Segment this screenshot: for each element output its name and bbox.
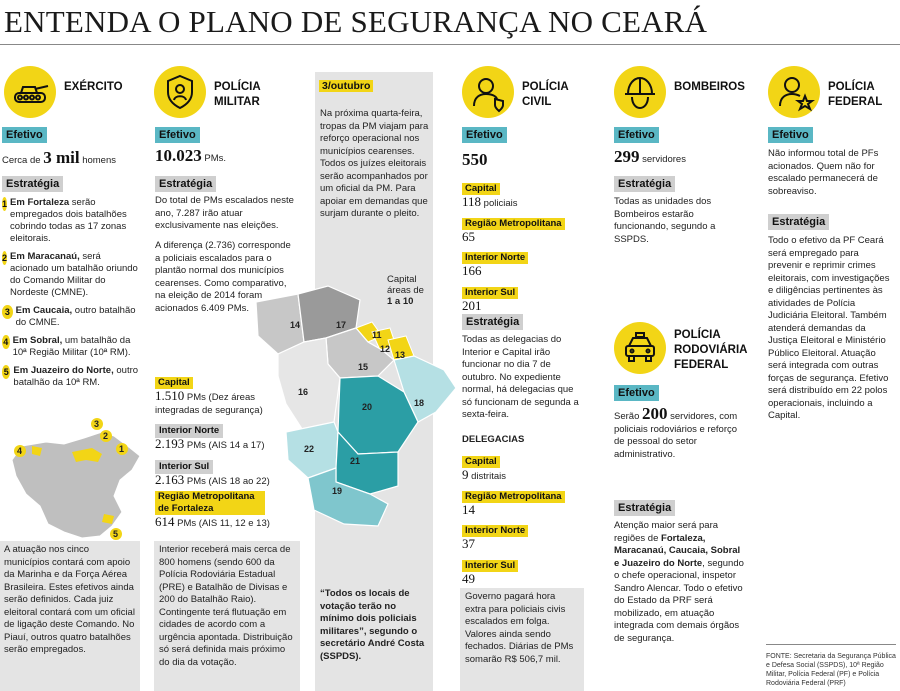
firefighter-helmet-icon bbox=[614, 66, 666, 118]
pm-title: POLÍCIA MILITAR bbox=[214, 81, 261, 108]
bombeiros-title: BOMBEIROS bbox=[674, 81, 745, 93]
map-label: 1 bbox=[119, 444, 125, 454]
exercito-efetivo-tag: Efetivo bbox=[2, 127, 47, 143]
pf-estrategia: Todo o efetivo da PF Ceará será empregado para prevenir e reprimir crimes eleitorais, com investigações e diligências pertinentes às atividades de Polícia Judiciária Eleitoral. Também atenderá demandas da Justiça Eleitoral e Ministério Público Eleitoral. Atuação será integrada com outras forças de segurança. Efetivo será distribuído em 22 polos operacionais, incluindo a Capital. bbox=[768, 235, 890, 421]
bombeiros-estrategia-tag: Estratégia bbox=[614, 176, 675, 192]
pc-estrategia: Todas as delegacias do Interior e Capital irão funcionar no dia 7 de outubro. No expediente normal, há delegacias que só funcionam de segunda a sexta-feira. bbox=[462, 334, 579, 420]
exercito-estrategia-tag: Estratégia bbox=[2, 176, 63, 192]
pm-efetivo-tag: Efetivo bbox=[155, 127, 200, 143]
area-label: 14 bbox=[290, 320, 301, 330]
table-row: Região Metropolitana 65 bbox=[462, 213, 582, 246]
area-label: 19 bbox=[332, 486, 343, 496]
pc-estrategia-tag: Estratégia bbox=[462, 314, 523, 330]
page-title: ENTENDA O PLANO DE SEGURANÇA NO CEARÁ bbox=[4, 4, 708, 39]
pf-efetivo-tag: Efetivo bbox=[768, 127, 813, 143]
area-label: 20 bbox=[362, 402, 373, 412]
pc-efetivo: 550 bbox=[462, 150, 488, 169]
table-row: Interior Sul 2.163 PMs (AIS 18 ao 22) bbox=[155, 460, 270, 487]
exercito-items bbox=[2, 197, 142, 395]
outubro-text: Na próxima quarta-feira, tropas da PM viajam para reforço operacional nos municípios cearenses. Todos os juízes eleitorais serão acompanhados por um oficial da PM. Para apoiar em demandas que surjam durante o pleito. bbox=[320, 108, 429, 219]
prf-estrategia-tag: Estratégia bbox=[614, 500, 675, 516]
police-car-icon bbox=[614, 322, 666, 374]
table-row: Interior Norte 166 bbox=[462, 247, 582, 280]
pc-note: Governo pagará hora extra para policiais civis escalados em folga. Valores ainda sendo fechados. Diárias de PMs somarão R$ 506,7 mil. bbox=[460, 588, 584, 691]
table-row: Interior Norte 37 bbox=[462, 520, 582, 553]
pc-delegacias bbox=[462, 451, 582, 587]
bombeiros-estrategia: Todas as unidades dos Bombeiros estarão funcionando, segundo a SSPDS. bbox=[614, 196, 716, 245]
pm-estrategia-tag: Estratégia bbox=[155, 176, 216, 192]
title-divider bbox=[0, 44, 900, 45]
prf-efetivo: Serão 200 servidores, com policiais rodoviários e reforço de pessoal do setor administrativo. bbox=[614, 404, 738, 460]
bombeiros-efetivo: 299 servidores bbox=[614, 147, 686, 166]
capital-areas-caption: Capital áreas de 1 a 10 bbox=[387, 274, 424, 307]
pm-efetivo: 10.023 PMs. bbox=[155, 146, 227, 165]
federal-police-star-icon bbox=[768, 66, 820, 118]
area-label: 11 bbox=[372, 330, 382, 340]
pc-rows bbox=[462, 178, 582, 314]
map-label: 3 bbox=[94, 419, 100, 429]
area-label: 17 bbox=[336, 320, 347, 330]
table-row: Capital 1.510 PMs (Dez áreas integradas de segurança) bbox=[155, 377, 263, 416]
pc-efetivo-tag: Efetivo bbox=[462, 127, 507, 143]
list-item: 1 Em Fortaleza serão empregados dois batalhões cobrindo todas as 17 zonas eleitorais. bbox=[2, 197, 127, 244]
table-row: Região Metropolitana de Fortaleza 614 PMs (AIS 11, 12 e 13) bbox=[155, 491, 270, 529]
map-label: 2 bbox=[103, 431, 109, 441]
area-label: 18 bbox=[414, 398, 425, 408]
source-divider bbox=[766, 644, 896, 645]
table-row: Interior Sul 201 bbox=[462, 282, 582, 315]
area-label: 21 bbox=[350, 456, 361, 466]
map-label: 5 bbox=[113, 529, 119, 539]
pf-efetivo: Não informou total de PFs acionados. Quem não for escalado permanecerá de sobreaviso. bbox=[768, 148, 879, 197]
civil-police-officer-icon bbox=[462, 66, 514, 118]
pm-note: Interior receberá mais cerca de 800 homens (sendo 600 da Polícia Rodoviária Estadual (PRE) e Batalhão de Divisas e 200 do Batalhão Raio). Contingente terá flutuação em cidades de acordo com a urgência apontada. Distribuição só será definida mais próximo do dia da votação. bbox=[154, 541, 300, 691]
area-label: 13 bbox=[395, 350, 406, 360]
pf-estrategia-tag: Estratégia bbox=[768, 214, 829, 230]
list-item: 4 Em Sobral, um batalhão da 10ª Região Militar (10ª RM). bbox=[3, 335, 131, 358]
area-label: 22 bbox=[304, 444, 315, 454]
pm-strategy-p1: Do total de PMs escalados neste ano, 7.287 irão atuar exclusivamente nas eleições. bbox=[155, 195, 294, 231]
table-row: Interior Norte 2.193 PMs (AIS 14 a 17) bbox=[155, 425, 265, 451]
exercito-map bbox=[2, 414, 144, 542]
area-label: 16 bbox=[298, 387, 309, 397]
outubro-tag: 3/outubro bbox=[319, 80, 373, 92]
pf-title: POLÍCIA FEDERAL bbox=[828, 81, 883, 108]
list-item: 2 Em Maracanaú, será acionado um batalhão oriundo do Comando Militar do Nordeste (CMNE). bbox=[2, 251, 138, 298]
prf-efetivo-tag: Efetivo bbox=[614, 385, 659, 401]
prf-title: POLÍCIA RODOVIÁRIA FEDERAL bbox=[674, 329, 748, 371]
table-row: Região Metropolitana 14 bbox=[462, 486, 582, 519]
police-badge-icon bbox=[154, 66, 206, 118]
list-item: 5 Em Juazeiro do Norte, outro batalhão da 10ª RM. bbox=[3, 365, 139, 388]
delegacias-title: DELEGACIAS bbox=[462, 434, 525, 445]
area-label: 15 bbox=[358, 362, 369, 372]
prf-estrategia: Atenção maior será para regiões de Fortaleza, Maracanaú, Caucaia, Sobral e Juazeiro do Norte, segundo o chefe operacional, inspetor Sandro Alencar. Todo o efetivo do Estado da PRF será mobilizado, em atuação integrada com demais órgãos de segurança. bbox=[614, 520, 744, 644]
map-label: 4 bbox=[17, 446, 23, 456]
exercito-efetivo: Cerca de 3 mil homens bbox=[2, 148, 117, 167]
table-row: Interior Sul 49 bbox=[462, 555, 582, 588]
table-row: Capital 118 policiais bbox=[462, 183, 518, 209]
exercito-title: EXÉRCITO bbox=[64, 81, 123, 93]
table-row: Capital 9 distritais bbox=[462, 456, 506, 482]
bombeiros-efetivo-tag: Efetivo bbox=[614, 127, 659, 143]
pc-title: POLÍCIA CIVIL bbox=[522, 81, 569, 108]
source-note: FONTE: Secretaria da Segurança Pública e Defesa Social (SSPDS), 10ª Região Militar, Polícia Federal (PF) e Polícia Rodoviária Federal (PRF) bbox=[766, 653, 896, 687]
pm-strategy-p2: A diferença (2.736) corresponde a policiais escalados para o plantão normal dos municípios cearenses. Como comparativo, na eleição de 2014 foram acionados 6.409 PMs. bbox=[155, 240, 291, 314]
outubro-quote: “Todos os locais de votação terão no mínimo dois policiais militares”, segundo o secretário André Costa (SSPDS). bbox=[320, 588, 425, 662]
exercito-note: A atuação nos cinco municípios contará com apoio da Marinha e da Força Aérea Brasileira. Estes efetivos ainda serão definidos. Cada juiz eleitoral contará com um oficial de ligação deste Comando. No Piauí, outros quatro batalhões serão empregados. bbox=[0, 541, 140, 691]
pm-areas-map bbox=[248, 272, 460, 534]
area-label: 12 bbox=[380, 344, 391, 354]
tank-icon bbox=[4, 66, 56, 118]
list-item: 3 Em Caucaia, outro batalhão do CMNE. bbox=[2, 305, 142, 329]
